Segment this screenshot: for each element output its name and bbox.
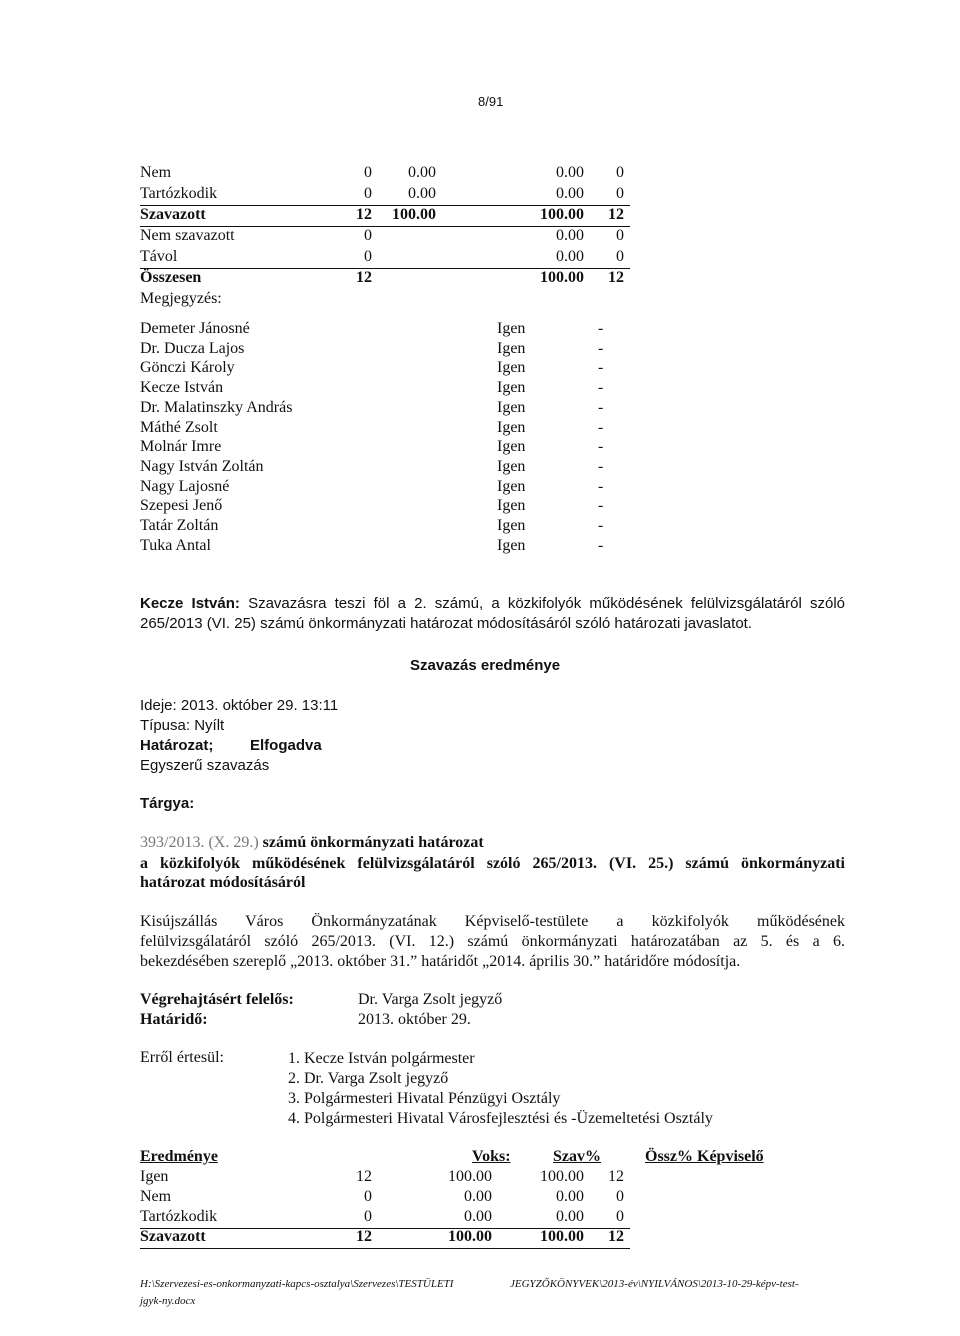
- row-value: 12: [608, 269, 624, 286]
- member-row: [140, 497, 620, 517]
- member-name: Tatár Zoltán: [140, 517, 219, 534]
- row-value: 100.00: [540, 1168, 584, 1185]
- member-name: Gönczi Károly: [140, 359, 235, 377]
- resolution-title-line-2: a közkifolyók működésének felülvizsgálatáról szóló 265/2013. (VI. 25.) számú önkormányzati: [140, 855, 845, 872]
- member-vote: Igen: [497, 320, 526, 337]
- column-header: Eredménye: [140, 1148, 218, 1165]
- footer-path-left: H:\Szervezesi-es-onkormanyzati-kapcs-osztalya\Szervezes\TESTÜLETI: [140, 1278, 454, 1290]
- member-vote: Igen: [497, 398, 526, 416]
- row-value: 0: [364, 164, 372, 181]
- member-vote: Igen: [497, 438, 526, 456]
- notified-list: [288, 1049, 713, 1129]
- member-mark: -: [598, 477, 604, 495]
- member-mark: -: [598, 497, 604, 515]
- row-value: 0.00: [408, 164, 436, 181]
- row-value: 0: [364, 1208, 372, 1225]
- row-label: Összesen: [140, 269, 202, 286]
- top-table-row: [140, 185, 630, 206]
- member-row: [140, 340, 620, 360]
- remark-label: Megjegyzés:: [140, 290, 222, 307]
- row-value: 0: [616, 1208, 624, 1225]
- speaker-name: Kecze István:: [140, 595, 240, 612]
- result-table-header: [140, 1148, 764, 1168]
- result-table-row: [140, 1208, 630, 1229]
- member-vote: Igen: [497, 457, 526, 475]
- notified-item: 3. Polgármesteri Hivatal Pénzügyi Osztály: [288, 1090, 561, 1107]
- row-label: Nem: [140, 164, 172, 181]
- row-label: Igen: [140, 1168, 169, 1185]
- row-label: Távol: [140, 248, 178, 265]
- member-mark: -: [598, 339, 604, 357]
- member-name: Nagy Lajosné: [140, 477, 230, 495]
- resolution-title-line-1: [140, 834, 484, 852]
- footer-path-line-2: jgyk-ny.docx: [140, 1295, 196, 1307]
- resolution-body-line-3: bekezdésében szereplő „2013. október 31.” határidőt „2014. április 30.” határidőre módosítja.: [140, 953, 741, 970]
- row-label: Szavazott: [140, 206, 206, 223]
- resolution-title: számú önkormányzati határozat: [258, 834, 484, 851]
- column-header: Voks:: [472, 1148, 511, 1165]
- resolution-body-line-2: felülvizsgálatáról szóló 265/2013. (VI. 12.) számú önkormányzati határozatában az 5. és a 6.: [140, 933, 845, 950]
- responsible-label: Végrehajtásért felelős:: [140, 991, 294, 1008]
- member-vote: Igen: [497, 379, 526, 397]
- member-name: Máthé Zsolt: [140, 418, 218, 436]
- row-value: 0.00: [556, 248, 584, 265]
- resolution-body: [140, 912, 845, 972]
- vote-date: Ideje: 2013. október 29. 13:11: [140, 697, 339, 714]
- member-vote: Igen: [497, 536, 526, 554]
- member-name: Dr. Ducza Lajos: [140, 339, 245, 357]
- member-row: [140, 379, 620, 399]
- row-value: 0.00: [556, 227, 584, 244]
- member-row: [140, 517, 620, 537]
- result-table-row: [140, 1168, 630, 1188]
- proposal-line-2: 265/2013 (VI. 25) számú önkormányzati határozat módosításáról szóló határozati javaslatot.: [140, 615, 752, 632]
- row-value: 0: [616, 248, 624, 265]
- row-value: 0.00: [464, 1208, 492, 1225]
- resolution-body-line-1: Kisújszállás Város Önkormányzatának Képviselő-testülete a közkifolyók működésének: [140, 913, 845, 930]
- member-vote: Igen: [497, 418, 526, 436]
- result-table-row: [140, 1228, 630, 1249]
- member-name: Dr. Malatinszky András: [140, 398, 293, 416]
- row-value: 12: [356, 1168, 372, 1185]
- row-label: Nem szavazott: [140, 227, 235, 244]
- vote-mode: Egyszerű szavazás: [140, 757, 270, 774]
- row-value: 0: [364, 185, 372, 202]
- column-header: Szav%: [553, 1148, 601, 1165]
- resolution-title-line-3: határozat módosításáról: [140, 874, 306, 891]
- row-value: 0: [616, 227, 624, 244]
- row-value: 0: [364, 227, 372, 244]
- row-value: 12: [608, 1168, 624, 1185]
- member-row: [140, 320, 620, 340]
- page-number: 8/91: [478, 94, 504, 109]
- row-value: 12: [608, 206, 624, 223]
- member-mark: -: [598, 359, 604, 377]
- member-name: Demeter Jánosné: [140, 320, 250, 337]
- row-label: Szavazott: [140, 1228, 206, 1245]
- row-value: 0.00: [464, 1188, 492, 1205]
- row-label: Tartózkodik: [140, 1208, 218, 1225]
- row-value: 100.00: [448, 1168, 492, 1185]
- member-mark: -: [598, 517, 604, 534]
- member-mark: -: [598, 418, 604, 436]
- deadline-value: 2013. október 29.: [358, 1011, 471, 1028]
- footer-path-right: JEGYZŐKÖNYVEK\2013-év\NYILVÁNOS\2013-10-29-képv-test-: [510, 1278, 799, 1290]
- member-row: [140, 419, 620, 439]
- notified-item: 2. Dr. Varga Zsolt jegyző: [288, 1070, 449, 1087]
- member-mark: -: [598, 457, 604, 475]
- row-value: 0: [364, 1188, 372, 1205]
- row-value: 100.00: [448, 1228, 492, 1245]
- top-table-row: [140, 227, 630, 247]
- member-mark: -: [598, 379, 604, 397]
- notified-item: 1. Kecze István polgármester: [288, 1050, 475, 1067]
- row-value: 12: [356, 206, 372, 223]
- member-row: [140, 359, 620, 379]
- decision-value: Elfogadva: [250, 737, 322, 754]
- member-row: [140, 438, 620, 458]
- row-value: 0.00: [556, 164, 584, 181]
- proposal-line-1: Szavazásra teszi föl a 2. számú, a közkifolyók működésének felülvizsgálatáról szóló: [248, 595, 846, 612]
- top-table-row: [140, 164, 630, 184]
- row-value: 12: [608, 1228, 624, 1245]
- member-vote: Igen: [497, 339, 526, 357]
- row-value: 100.00: [540, 1228, 584, 1245]
- row-value: 0: [364, 248, 372, 265]
- row-value: 100.00: [540, 269, 584, 286]
- member-vote: Igen: [497, 497, 526, 515]
- column-header: Össz% Képviselő: [645, 1148, 764, 1165]
- member-vote: Igen: [497, 517, 526, 534]
- proposal-text: [140, 594, 845, 634]
- member-mark: -: [598, 438, 604, 456]
- result-table-row: [140, 1188, 630, 1208]
- member-vote: Igen: [497, 477, 526, 495]
- result-heading: Szavazás eredménye: [410, 657, 561, 674]
- member-vote: Igen: [497, 359, 526, 377]
- row-value: 100.00: [392, 206, 436, 223]
- vote-type: Típusa: Nyílt: [140, 717, 225, 734]
- top-table-row: [140, 206, 630, 227]
- row-value: 0.00: [556, 1188, 584, 1205]
- row-value: 100.00: [540, 206, 584, 223]
- member-name: Tuka Antal: [140, 536, 211, 554]
- row-value: 0.00: [556, 185, 584, 202]
- member-name: Szepesi Jenő: [140, 497, 223, 515]
- member-mark: -: [598, 536, 604, 554]
- top-table-row: [140, 248, 630, 269]
- member-row: [140, 478, 620, 498]
- member-name: Kecze István: [140, 379, 224, 397]
- member-row: [140, 399, 620, 419]
- decision-label: Határozat;: [140, 737, 214, 754]
- row-value: 0: [616, 164, 624, 181]
- row-value: 0.00: [408, 185, 436, 202]
- deadline-label: Határidő:: [140, 1011, 208, 1028]
- member-mark: -: [598, 320, 604, 337]
- row-value: 12: [356, 1228, 372, 1245]
- notified-item: 4. Polgármesteri Hivatal Városfejlesztési és -Üzemeltetési Osztály: [288, 1110, 713, 1127]
- member-mark: -: [598, 398, 604, 416]
- subject-label: Tárgya:: [140, 795, 195, 812]
- member-name: Nagy István Zoltán: [140, 457, 264, 475]
- top-table-row: [140, 269, 630, 289]
- notified-label: Erről értesül:: [140, 1049, 224, 1066]
- row-label: Nem: [140, 1188, 172, 1205]
- resolution-number: 393/2013. (X. 29.): [140, 834, 259, 851]
- member-row: [140, 458, 620, 478]
- responsible-value: Dr. Varga Zsolt jegyző: [358, 991, 503, 1008]
- member-row: [140, 537, 620, 557]
- row-value: 0.00: [556, 1208, 584, 1225]
- row-label: Tartózkodik: [140, 185, 218, 202]
- row-value: 12: [356, 269, 372, 286]
- row-value: 0: [616, 185, 624, 202]
- member-name: Molnár Imre: [140, 438, 222, 456]
- row-value: 0: [616, 1188, 624, 1205]
